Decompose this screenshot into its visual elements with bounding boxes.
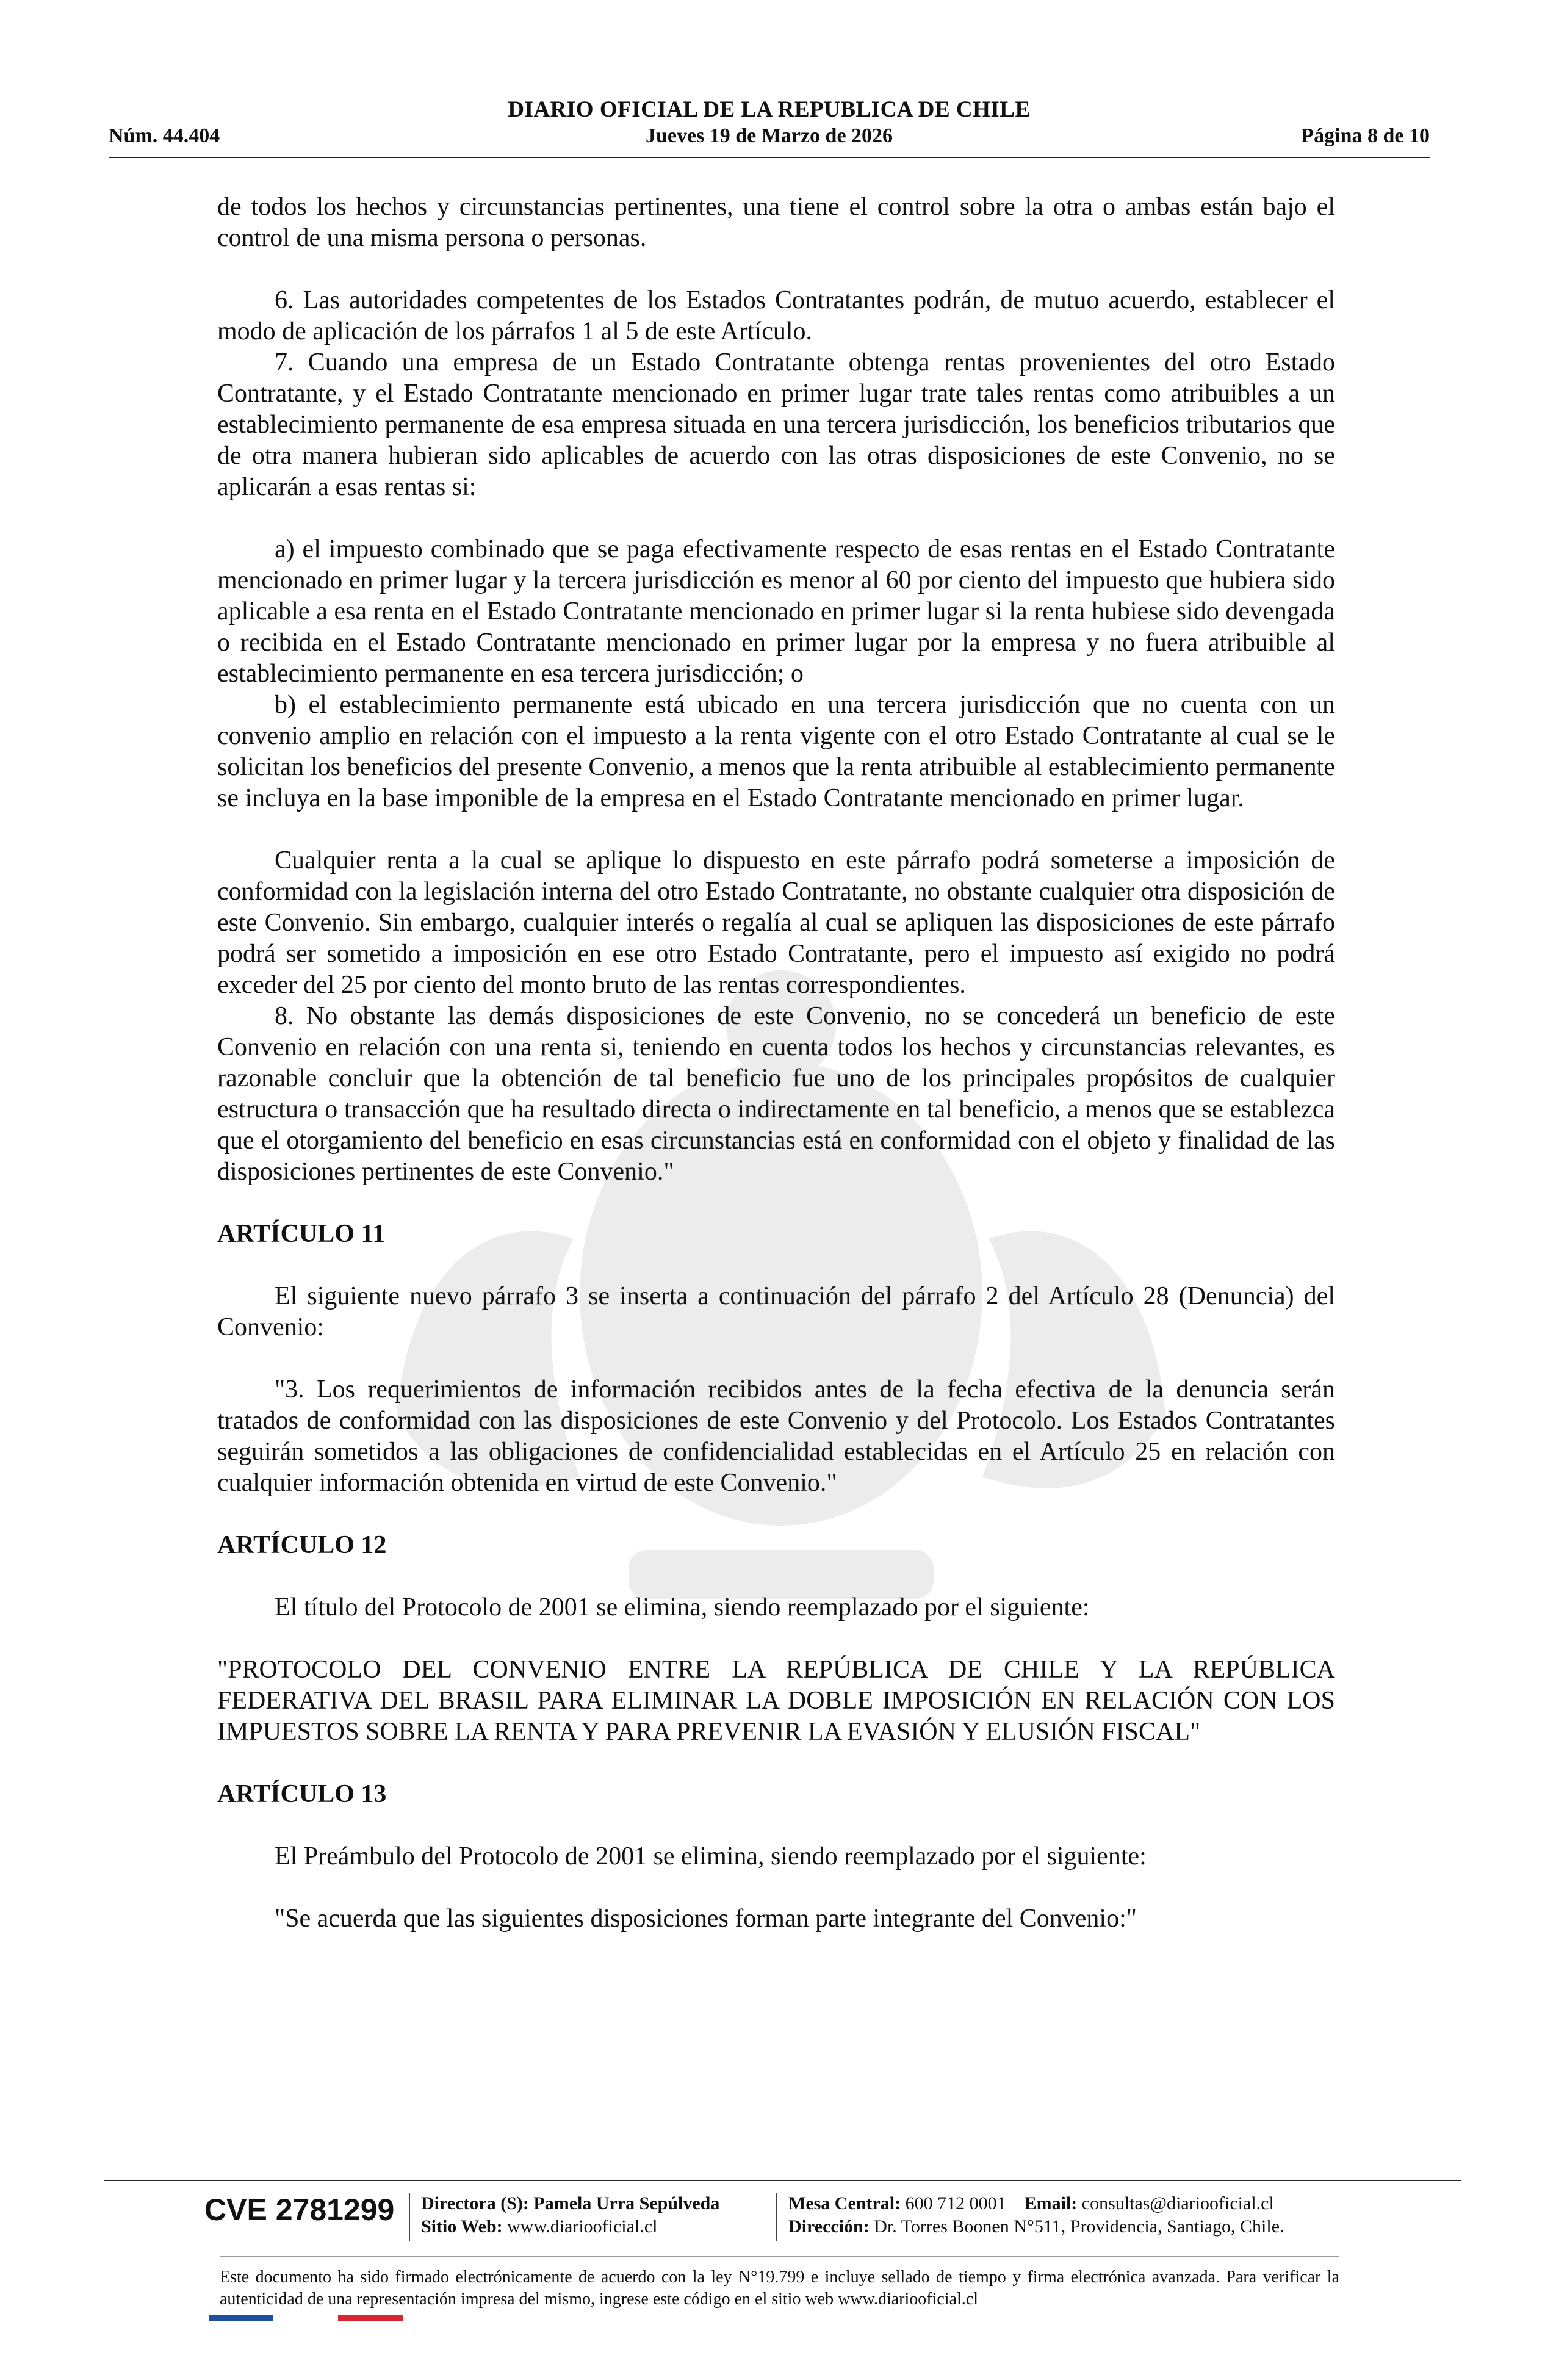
page-footer (104, 2183, 1461, 2251)
cve-code: CVE 2781299 (204, 2193, 395, 2227)
footer-subdivider (220, 2256, 1339, 2257)
website-link[interactable]: www.diariooficial.cl (507, 2216, 658, 2237)
paragraph-8: 8. No obstante las demás disposiciones de este Convenio, no se concederá un beneficio de este Convenio en relación con una renta si, teniendo en cuenta todos los hechos y circunstancias relevantes, es razonable concluir que la obtención de tal beneficio fue uno de los principales propósitos de cualquier estructura o transacción que ha resultado directa o indirectamente en tal beneficio, a menos que se establezca que el otorgamiento del beneficio en esas circunstancias está en conformidad con el objeto y finalidad de las disposiciones pertinentes de este Convenio." (217, 1002, 1335, 1186)
flag-blue-segment (209, 2315, 273, 2321)
footer-separator (776, 2193, 777, 2241)
article-12-heading: ARTÍCULO 12 (217, 1531, 387, 1559)
email-label: Email: (1024, 2193, 1078, 2213)
article-12-intro: El título del Protocolo de 2001 se elimina, siendo reemplazado por el siguiente: (275, 1593, 1090, 1621)
footer-divider (104, 2180, 1461, 2181)
article-13-text: "Se acuerda que las siguientes disposiciones forman parte integrante del Convenio:" (275, 1905, 1137, 1933)
paragraph-6: 6. Las autoridades competentes de los Estados Contratantes podrán, de mutuo acuerdo, establecer el modo de aplicación de los párrafos 1 al 5 de este Artículo. (217, 286, 1335, 345)
footer-contact-left (421, 2192, 719, 2238)
header-divider (109, 157, 1430, 158)
paragraph-7: 7. Cuando una empresa de un Estado Contratante obtenga rentas provenientes del otro Estado Contratante, y el Estado Contratante mencionado en primer lugar trate tales rentas como atribuibles a un establecimiento permanente de esa empresa situada en una tercera jurisdicción, los beneficios tributarios que de otra manera hubieran sido aplicables de acuerdo con las otras disposiciones de este Convenio, no se aplicarán a esas rentas si: (217, 348, 1335, 501)
article-13-heading: ARTÍCULO 13 (217, 1780, 387, 1808)
paragraph-continuation: de todos los hechos y circunstancias pertinentes, una tiene el control sobre la otra o ambas están bajo el control de una misma persona o personas. (217, 193, 1335, 252)
phone-number: 600 712 0001 (905, 2193, 1006, 2213)
issue-date: Jueves 19 de Marzo de 2026 (645, 124, 893, 147)
article-13-intro: El Preámbulo del Protocolo de 2001 se elimina, siendo reemplazado por el siguiente: (275, 1842, 1147, 1870)
protocol-title: "PROTOCOLO DEL CONVENIO ENTRE LA REPÚBLICA DE CHILE Y LA REPÚBLICA FEDERATIVA DEL BRASIL PARA ELIMINAR LA DOBLE IMPOSICIÓN EN RELACIÓN CON LOS IMPUESTOS SOBRE LA RENTA Y PARA PREVENIR LA EVASIÓN Y ELUSIÓN FISCAL" (217, 1656, 1335, 1746)
email-link[interactable]: consultas@diariooficial.cl (1081, 2193, 1274, 2213)
paragraph-renta: Cualquier renta a la cual se aplique lo dispuesto en este párrafo podrá someterse a imposición de conformidad con la legislación interna del otro Estado Contratante, no obstante cualquier otra disposición de este Convenio. Sin embargo, cualquier interés o regalía al cual se apliquen las disposiciones de este párrafo podrá ser sometido a imposición en ese otro Estado Contratante, pero el impuesto así exigido no podrá exceder del 25 por ciento del monto bruto de las rentas correspondientes. (217, 846, 1335, 999)
website-label: Sitio Web: (421, 2216, 503, 2237)
newspaper-title: DIARIO OFICIAL DE LA REPUBLICA DE CHILE (508, 97, 1031, 122)
article-11-intro: El siguiente nuevo párrafo 3 se inserta a continuación del párrafo 2 del Artículo 28 (Denuncia) del Convenio: (217, 1282, 1335, 1341)
page-header (109, 93, 1430, 159)
address-text: Dr. Torres Boonen N°511, Providencia, Santiago, Chile. (874, 2216, 1284, 2237)
document-body (217, 192, 1335, 1935)
address-label: Dirección: (788, 2216, 870, 2237)
article-11-text: "3. Los requerimientos de información recibidos antes de la fecha efectiva de la denuncia serán tratados de conformidad con las disposiciones de este Convenio y del Protocolo. Los Estados Contratantes seguirán sometidos a las obligaciones de confidencialidad establecidas en el Artículo 25 en relación con cualquier información obtenida en virtud de este Convenio." (217, 1376, 1335, 1497)
paragraph-7a: a) el impuesto combinado que se paga efectivamente respecto de esas rentas en el Estado Contratante mencionado en primer lugar y la tercera jurisdicción es menor al 60 por ciento del impuesto que hubiera sido aplicable a esa renta en el Estado Contratante mencionado en primer lugar si la renta hubiese sido devengada o recibida en el Estado Contratante mencionado en primer lugar por la empresa y no fuera atribuible al establecimiento permanente en esa tercera jurisdicción; o (217, 535, 1335, 688)
director-name: Pamela Urra Sepúlveda (533, 2193, 720, 2213)
paragraph-7b: b) el establecimiento permanente está ubicado en una tercera jurisdicción que no cuenta con un convenio amplio en relación con el impuesto a la renta vigente con el otro Estado Contratante al cual se le solicitan los beneficios del presente Convenio, a menos que la renta atribuible al establecimiento permanente se incluya en la base imponible de la empresa en el Estado Contratante mencionado en primer lugar. (217, 691, 1335, 812)
flag-white-segment (273, 2315, 338, 2321)
director-label: Directora (S): (421, 2193, 529, 2213)
phone-label: Mesa Central: (788, 2193, 901, 2213)
footer-contact-right (788, 2192, 1284, 2238)
article-11-heading: ARTÍCULO 11 (217, 1220, 386, 1248)
issue-number: Núm. 44.404 (109, 124, 220, 147)
page-indicator: Página 8 de 10 (1301, 124, 1430, 147)
flag-red-segment (338, 2315, 403, 2321)
legal-notice: Este documento ha sido firmado electrónicamente de acuerdo con la ley N°19.799 e incluye sellado de tiempo y firma electrónica avanzada. Para verificar la autenticidad de una representación impresa del mismo, ingrese este código en el sitio web www.diariooficial.cl (220, 2268, 1339, 2309)
footer-separator (409, 2193, 410, 2241)
chile-flag-stripe (209, 2315, 403, 2321)
